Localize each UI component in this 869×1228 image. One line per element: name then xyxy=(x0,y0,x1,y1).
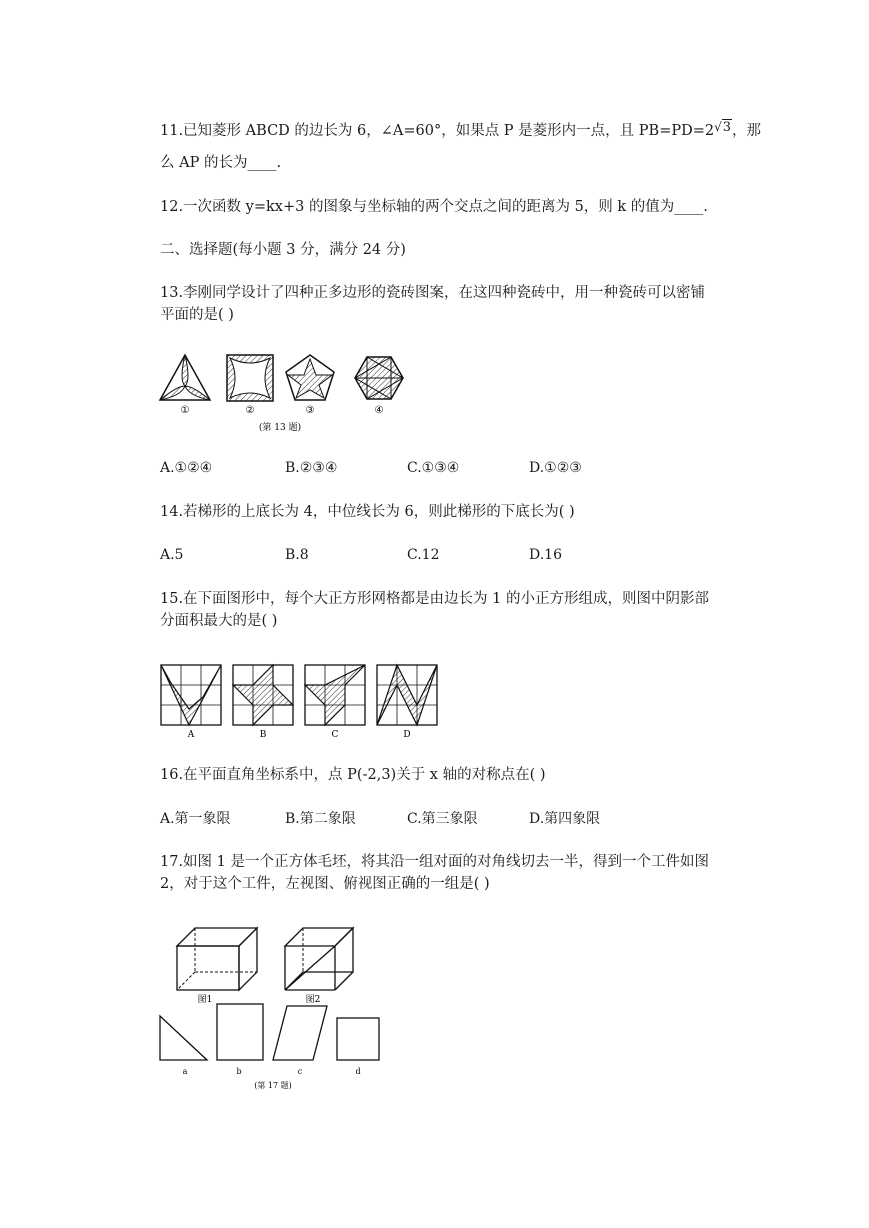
q15-fig-label-d: D xyxy=(403,730,411,740)
q13-fig-label-4: ④ xyxy=(374,405,384,416)
q17-views-figure xyxy=(155,920,390,1095)
q13-line1: 13.李刚同学设计了四种正多边形的瓷砖图案，在这四种瓷砖中，用一种瓷砖可以密铺 xyxy=(160,285,706,301)
q13-fig-label-1: ① xyxy=(180,405,190,416)
q14-option-a[interactable]: A.5 xyxy=(160,547,184,563)
q14-option-b[interactable]: B.8 xyxy=(285,547,309,563)
q13-option-b[interactable]: B.②③④ xyxy=(285,460,338,476)
q12-text: 12.一次函数 y=kx+3 的图象与坐标轴的两个交点之间的距离为 5，则 k 的值为____. xyxy=(160,199,708,215)
q11-line2: 么 AP 的长为____. xyxy=(160,155,282,171)
q17-view-label-a: a xyxy=(182,1067,188,1076)
q17-view-label-b: b xyxy=(236,1067,242,1076)
tile-hexagon xyxy=(355,357,403,399)
grid-b xyxy=(233,665,293,725)
q11-text-post: ，那 xyxy=(732,123,762,139)
wedge-figure-2 xyxy=(285,928,353,990)
q11-text-pre: 11.已知菱形 ABCD 的边长为 6，∠A=60°，如果点 P 是菱形内一点，且 PB=PD=2 xyxy=(160,123,715,139)
q11-sqrt: √3 xyxy=(714,120,732,135)
q14-option-c[interactable]: C.12 xyxy=(407,547,440,563)
grid-d xyxy=(377,665,437,725)
q16-option-d[interactable]: D.第四象限 xyxy=(529,811,601,827)
q15-grid-figure xyxy=(158,662,448,740)
q11-radicand: 3 xyxy=(722,120,732,135)
q17-fig1-label: 图1 xyxy=(197,995,213,1005)
grid-a xyxy=(161,665,221,725)
q13-fig-label-3: ③ xyxy=(305,405,315,416)
q15-line1: 15.在下面图形中，每个大正方形网格都是由边长为 1 的小正方形组成，则图中阴影部 xyxy=(160,591,710,607)
q13-caption: (第 13 题) xyxy=(258,423,302,433)
tile-pentagon xyxy=(286,355,334,400)
q13-option-d[interactable]: D.①②③ xyxy=(529,460,582,476)
q16-option-c[interactable]: C.第三象限 xyxy=(407,811,478,827)
q15-line2: 分面积最大的是( ) xyxy=(160,613,278,629)
q17-line2: 2，对于这个工件，左视图、俯视图正确的一组是( ) xyxy=(160,876,490,892)
q16-text: 16.在平面直角坐标系中，点 P(-2,3)关于 x 轴的对称点在( ) xyxy=(160,767,546,783)
q14-text: 14.若梯形的上底长为 4，中位线长为 6，则此梯形的下底长为( ) xyxy=(160,504,575,520)
view-b xyxy=(217,1004,263,1060)
view-d xyxy=(337,1018,379,1060)
q17-view-label-d: d xyxy=(355,1067,361,1076)
q13-option-a[interactable]: A.①②④ xyxy=(160,460,213,476)
q17-line1: 17.如图 1 是一个正方体毛坯，将其沿一组对面的对角线切去一半，得到一个工件如图 xyxy=(160,854,710,870)
cube-figure-1 xyxy=(177,928,257,990)
q13-line2: 平面的是( ) xyxy=(160,307,234,323)
q14-option-d[interactable]: D.16 xyxy=(529,547,562,563)
view-c xyxy=(273,1006,327,1060)
q11-line1 xyxy=(160,121,761,142)
q17-caption: (第 17 题) xyxy=(254,1081,292,1090)
view-a xyxy=(160,1016,207,1060)
q13-tile-figure xyxy=(155,350,415,435)
q17-fig2-label: 图2 xyxy=(305,995,321,1005)
q16-option-b[interactable]: B.第二象限 xyxy=(285,811,356,827)
q15-fig-label-a: A xyxy=(187,730,195,740)
q17-view-label-c: c xyxy=(297,1067,303,1076)
q15-fig-label-c: C xyxy=(331,730,339,740)
section-heading: 二、选择题(每小题 3 分，满分 24 分) xyxy=(160,242,406,258)
q16-option-a[interactable]: A.第一象限 xyxy=(160,811,231,827)
q13-option-c[interactable]: C.①③④ xyxy=(407,460,460,476)
q13-fig-label-2: ② xyxy=(245,405,255,416)
tile-triangle xyxy=(160,355,210,400)
grid-c xyxy=(305,665,365,725)
tile-square xyxy=(227,355,273,401)
q15-fig-label-b: B xyxy=(259,730,267,740)
